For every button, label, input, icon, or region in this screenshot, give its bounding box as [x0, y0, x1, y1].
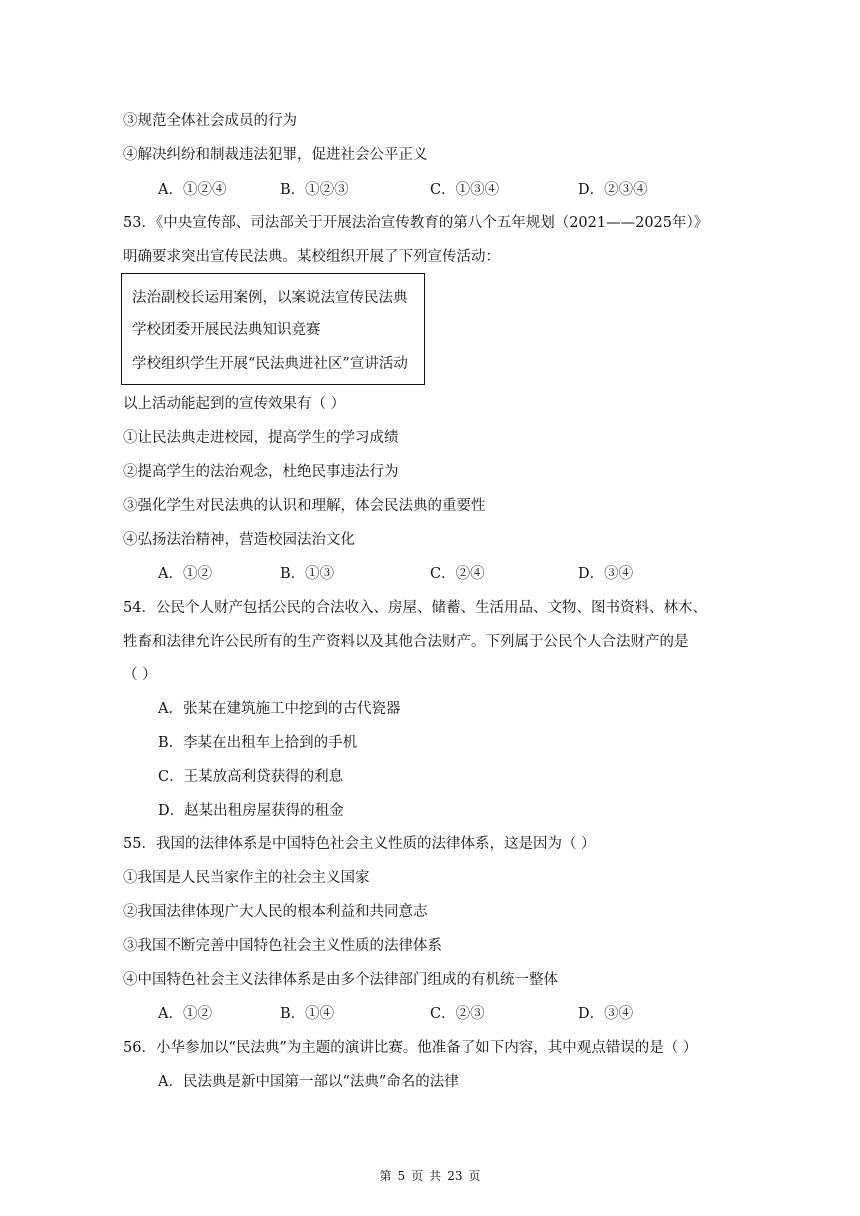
q52-item-4: ④解决纠纷和制裁违法犯罪，促进社会公平正义	[123, 147, 428, 163]
q55-options	[158, 1004, 778, 1024]
q55-option-b[interactable]: B．①④	[280, 1006, 335, 1022]
q55-option-c[interactable]: C．②③	[430, 1006, 485, 1022]
q53-box-line-1: 法治副校长运用案例，以案说法宣传民法典	[132, 290, 408, 306]
footer-ye: 页	[411, 1169, 424, 1183]
q53-stem-line-1: 53．《中央宣传部、司法部关于开展法治宣传教育的第八个五年规划（2021——2025年）》	[123, 215, 709, 231]
q53-activity-box	[121, 273, 425, 385]
q53-box-line-3: 学校组织学生开展“民法典进社区”宣讲活动	[132, 356, 408, 372]
q53-item-1: ①让民法典走进校园，提高学生的学习成绩	[123, 430, 399, 446]
q55-stem: 55．我国的法律体系是中国特色社会主义性质的法律体系，这是因为（ ）	[123, 836, 596, 852]
q52-item-3: ③规范全体社会成员的行为	[123, 113, 297, 129]
q54-option-d[interactable]: D．赵某出租房屋获得的租金	[158, 803, 344, 819]
footer-gong: 共	[429, 1169, 442, 1183]
q54-stem-line-3: （ ）	[123, 667, 157, 683]
q53-stem-line-2: 明确要求突出宣传民法典。某校组织开展了下列宣传活动：	[123, 249, 500, 265]
footer-di: 第	[379, 1169, 392, 1183]
page-footer	[0, 1168, 860, 1184]
footer-page-number: 5	[397, 1169, 406, 1183]
q52-option-d[interactable]: D．②③④	[578, 182, 648, 198]
q53-question: 以上活动能起到的宣传效果有（ ）	[123, 396, 346, 412]
q53-item-2: ②提高学生的法治观念，杜绝民事违法行为	[123, 464, 399, 480]
q53-item-4: ④弘扬法治精神，营造校园法治文化	[123, 532, 355, 548]
q53-item-3: ③强化学生对民法典的认识和理解，体会民法典的重要性	[123, 498, 486, 514]
q55-item-2: ②我国法律体现广大人民的根本利益和共同意志	[123, 904, 428, 920]
q55-item-3: ③我国不断完善中国特色社会主义性质的法律体系	[123, 938, 442, 954]
q54-option-a[interactable]: A．张某在建筑施工中挖到的古代瓷器	[158, 701, 401, 717]
q54-option-b[interactable]: B．李某在出租车上拾到的手机	[158, 735, 358, 751]
q52-options	[158, 180, 778, 200]
footer-total-pages: 23	[447, 1169, 463, 1183]
q55-option-a[interactable]: A．①②	[158, 1006, 212, 1022]
q56-option-a[interactable]: A．民法典是新中国第一部以“法典”命名的法律	[158, 1074, 459, 1090]
q54-option-c[interactable]: C．王某放高利贷获得的利息	[158, 769, 344, 785]
q55-option-d[interactable]: D．③④	[578, 1006, 634, 1022]
q53-box-line-2: 学校团委开展民法典知识竞赛	[132, 322, 321, 338]
q52-option-b[interactable]: B．①②③	[280, 182, 349, 198]
q52-option-c[interactable]: C．①③④	[430, 182, 500, 198]
q52-option-a[interactable]: A．①②④	[158, 182, 227, 198]
q55-item-4: ④中国特色社会主义法律体系是由多个法律部门组成的有机统一整体	[123, 972, 558, 988]
footer-ye-2: 页	[468, 1169, 481, 1183]
q53-options	[158, 564, 778, 584]
q54-stem-line-2: 牲畜和法律允许公民所有的生产资料以及其他合法财产。下列属于公民个人合法财产的是	[123, 634, 689, 650]
q56-stem: 56．小华参加以“民法典”为主题的演讲比赛。他准备了如下内容，其中观点错误的是（ ）	[123, 1040, 698, 1056]
q53-option-d[interactable]: D．③④	[578, 566, 634, 582]
q53-option-c[interactable]: C．②④	[430, 566, 485, 582]
q54-stem-line-1: 54．公民个人财产包括公民的合法收入、房屋、储蓄、生活用品、文物、图书资料、林木、	[123, 600, 707, 616]
q53-option-a[interactable]: A．①②	[158, 566, 212, 582]
q55-item-1: ①我国是人民当家作主的社会主义国家	[123, 870, 370, 886]
q53-option-b[interactable]: B．①③	[280, 566, 335, 582]
